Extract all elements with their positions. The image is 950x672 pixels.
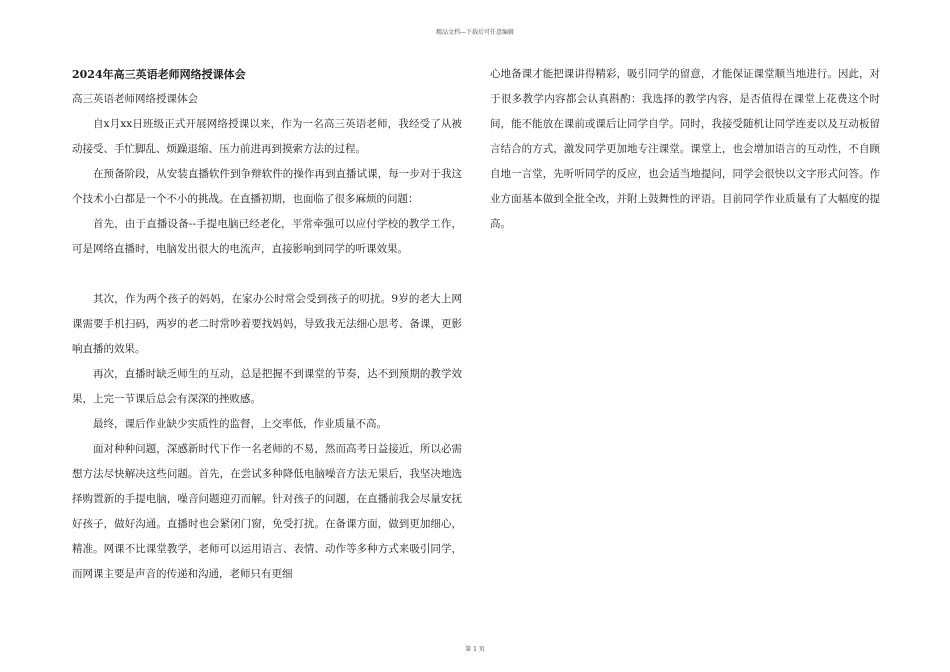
paragraph-preparation: 在预备阶段，从安装直播软件到争辩软件的操作再到直播试课，每一步对于我这个技术小白都是一个不小的挑战。在直播初期，也面临了很多麻烦的问题： [72,168,462,205]
paragraph-third-problem: 再次，直播时缺乏师生的互动，总是把握不到课堂的节奏，达不到预期的教学效果，上完一节课后总会有深深的挫败感。 [72,368,462,405]
paragraph-intro: 自x月xx日班级正式开展网络授课以来，作为一名高三英语老师，我经受了从被动接受、手忙脚乱、烦躁退缩、压力前进再到摸索方法的过程。 [72,118,462,155]
paragraph-solutions-continued: 心地备课才能把课讲得精彩，吸引同学的留意，才能保证课堂顺当地进行。因此，对于很多教学内容都会认真斟酌：我选择的教学内容，是否值得在课堂上花费这个时间，能不能放在课前或课后让同学自学。同时，我接受随机让同学连麦以及互动板留言结合的方式，激发同学更加地专注课堂。课堂上，也会增加语言的互动性，不自顾自地一言堂，先听听同学的反应，也会适当地提问，同学会很快以文字形式问答。作业方面基本做到全批全改，并附上鼓舞性的评语。目前同学作业质量有了大幅度的提高。 [490,68,880,230]
document-title: 2024年高三英语老师网络授课体会 [72,68,246,81]
right-column [490,62,880,237]
left-column [72,62,462,587]
paragraph-final-problem: 最终，课后作业缺少实质性的监督，上交率低，作业质量不高。 [93,418,387,430]
page-header-note: 精品文档---下载后可任意编辑 [435,29,515,36]
page-number: 第 1 页 [465,646,485,653]
paragraph-solutions: 面对种种问题，深感新时代下作一名老师的不易，然而高考日益接近，所以必需想方法尽快解决这些问题。首先，在尝试多种降低电脑噪音方法无果后，我坚决地选择购置新的手提电脑，噪音问题迎刃而解。针对孩子的问题，在直播前我会尽量安抚好孩子，做好沟通。直播时也会紧闭门窗，免受打扰。在备课方面，做到更加细心，精准。网课不比课堂教学，老师可以运用语言、表情、动作等多种方式来吸引同学，而网课主要是声音的传递和沟通，老师只有更细 [72,443,462,580]
paragraph-first-problem: 首先，由于直播设备--手提电脑已经老化，平常牵强可以应付学校的教学工作，可是网络直播时，电脑发出很大的电流声，直接影响到同学的听课效果。 [72,218,462,255]
paragraph-second-problem: 其次，作为两个孩子的妈妈，在家办公时常会受到孩子的叨扰。9岁的老大上网课需要手机扫码，两岁的老二时常吵着要找妈妈，导致我无法细心思考、备课，更影响直播的效果。 [72,293,462,355]
paragraph-gap [72,262,462,287]
document-subtitle: 高三英语老师网络授课体会 [72,93,198,105]
